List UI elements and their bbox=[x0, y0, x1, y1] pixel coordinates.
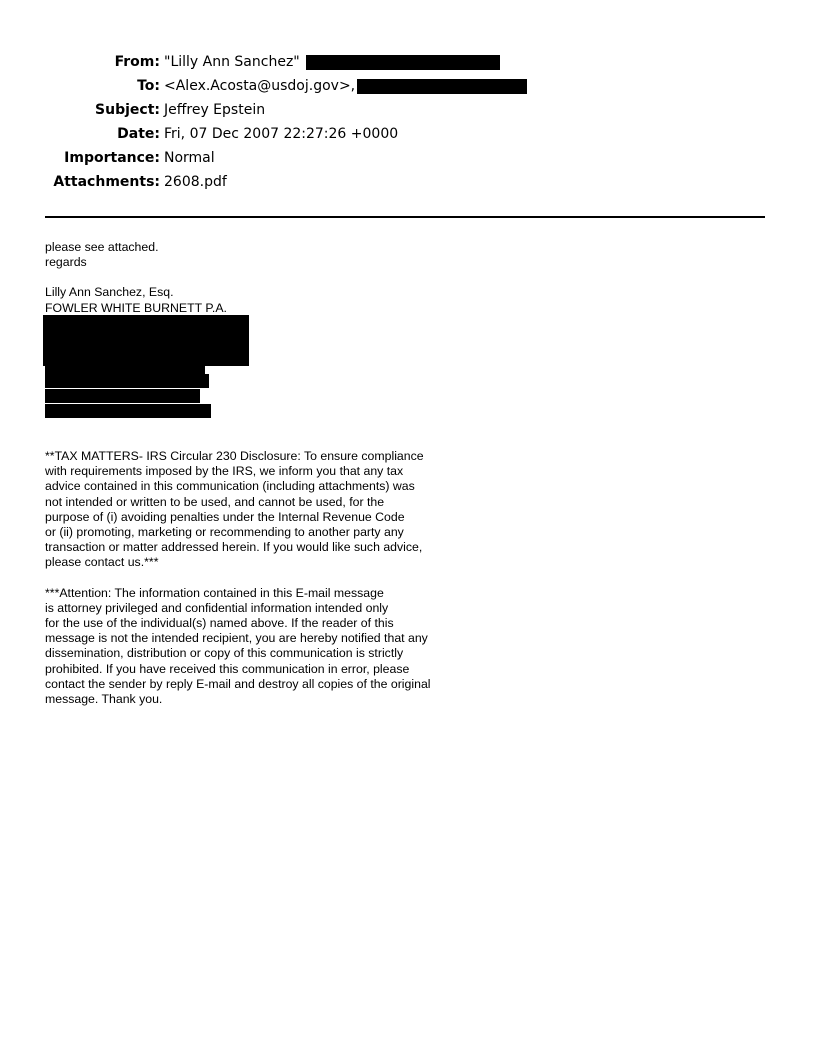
message-line-2: regards bbox=[45, 255, 87, 270]
signature-firm: FOWLER WHITE BURNETT P.A. bbox=[45, 300, 227, 315]
date-label: Date: bbox=[117, 126, 160, 142]
disclaimer-section bbox=[45, 449, 485, 707]
from-label: From: bbox=[114, 54, 160, 70]
date-value: Fri, 07 Dec 2007 22:27:26 +0000 bbox=[164, 126, 399, 142]
to-value bbox=[164, 78, 527, 94]
to-row bbox=[0, 76, 816, 100]
importance-label: Importance: bbox=[64, 150, 160, 166]
email-header bbox=[0, 52, 816, 196]
tax-disclosure: **TAX MATTERS- IRS Circular 230 Disclosure: To ensure compliance with requirements imposed by the IRS, we inform you that any tax advice contained in this communication (including attachments) was not intended or written to be used, and cannot be used, for the purpose of (i) avoiding penalties under the Internal Revenue Code or (ii) promoting, marketing or recommending to another party any transaction or matter addressed herein. If you would like such advice, please contact us.*** bbox=[45, 449, 424, 570]
from-value bbox=[164, 54, 500, 70]
to-label: To: bbox=[137, 78, 160, 94]
from-redaction bbox=[306, 55, 500, 70]
attachments-value: 2608.pdf bbox=[164, 174, 227, 190]
signature-redaction-line-2 bbox=[45, 389, 200, 403]
signature-redaction-line-0 bbox=[45, 366, 205, 374]
signature-redaction-line-1 bbox=[45, 374, 209, 388]
spacer bbox=[45, 270, 485, 285]
header-divider bbox=[45, 216, 765, 218]
message-line-1: please see attached. bbox=[45, 240, 159, 254]
importance-value: Normal bbox=[164, 150, 215, 166]
to-address: <Alex.Acosta@usdoj.gov>, bbox=[164, 78, 356, 94]
spacer bbox=[45, 571, 485, 586]
date-row bbox=[0, 124, 816, 148]
signature-redaction-block bbox=[43, 315, 249, 366]
attention-notice: ***Attention: The information contained in this E-mail message is attorney privileged and confidential information intended only for the use of the individual(s) named above. If the reader of this message is not the intended recipient, you are hereby notified that any dissemination, distribution or copy of this communication is strictly prohibited. If you have received this communication in error, please contact the sender by reply E-mail and destroy all copies of the original message. Thank you. bbox=[45, 585, 431, 707]
from-row bbox=[0, 52, 816, 76]
attachments-row bbox=[0, 172, 816, 196]
importance-row bbox=[0, 148, 816, 172]
subject-row bbox=[0, 100, 816, 124]
signature-redaction-line-3 bbox=[45, 404, 211, 418]
from-name: "Lilly Ann Sanchez" bbox=[164, 54, 300, 70]
subject-value: Jeffrey Epstein bbox=[164, 102, 266, 118]
attachments-label: Attachments: bbox=[53, 174, 160, 190]
message-body bbox=[45, 240, 485, 316]
subject-label: Subject: bbox=[95, 102, 160, 118]
signature-name: Lilly Ann Sanchez, Esq. bbox=[45, 285, 174, 300]
to-redaction bbox=[357, 79, 527, 94]
